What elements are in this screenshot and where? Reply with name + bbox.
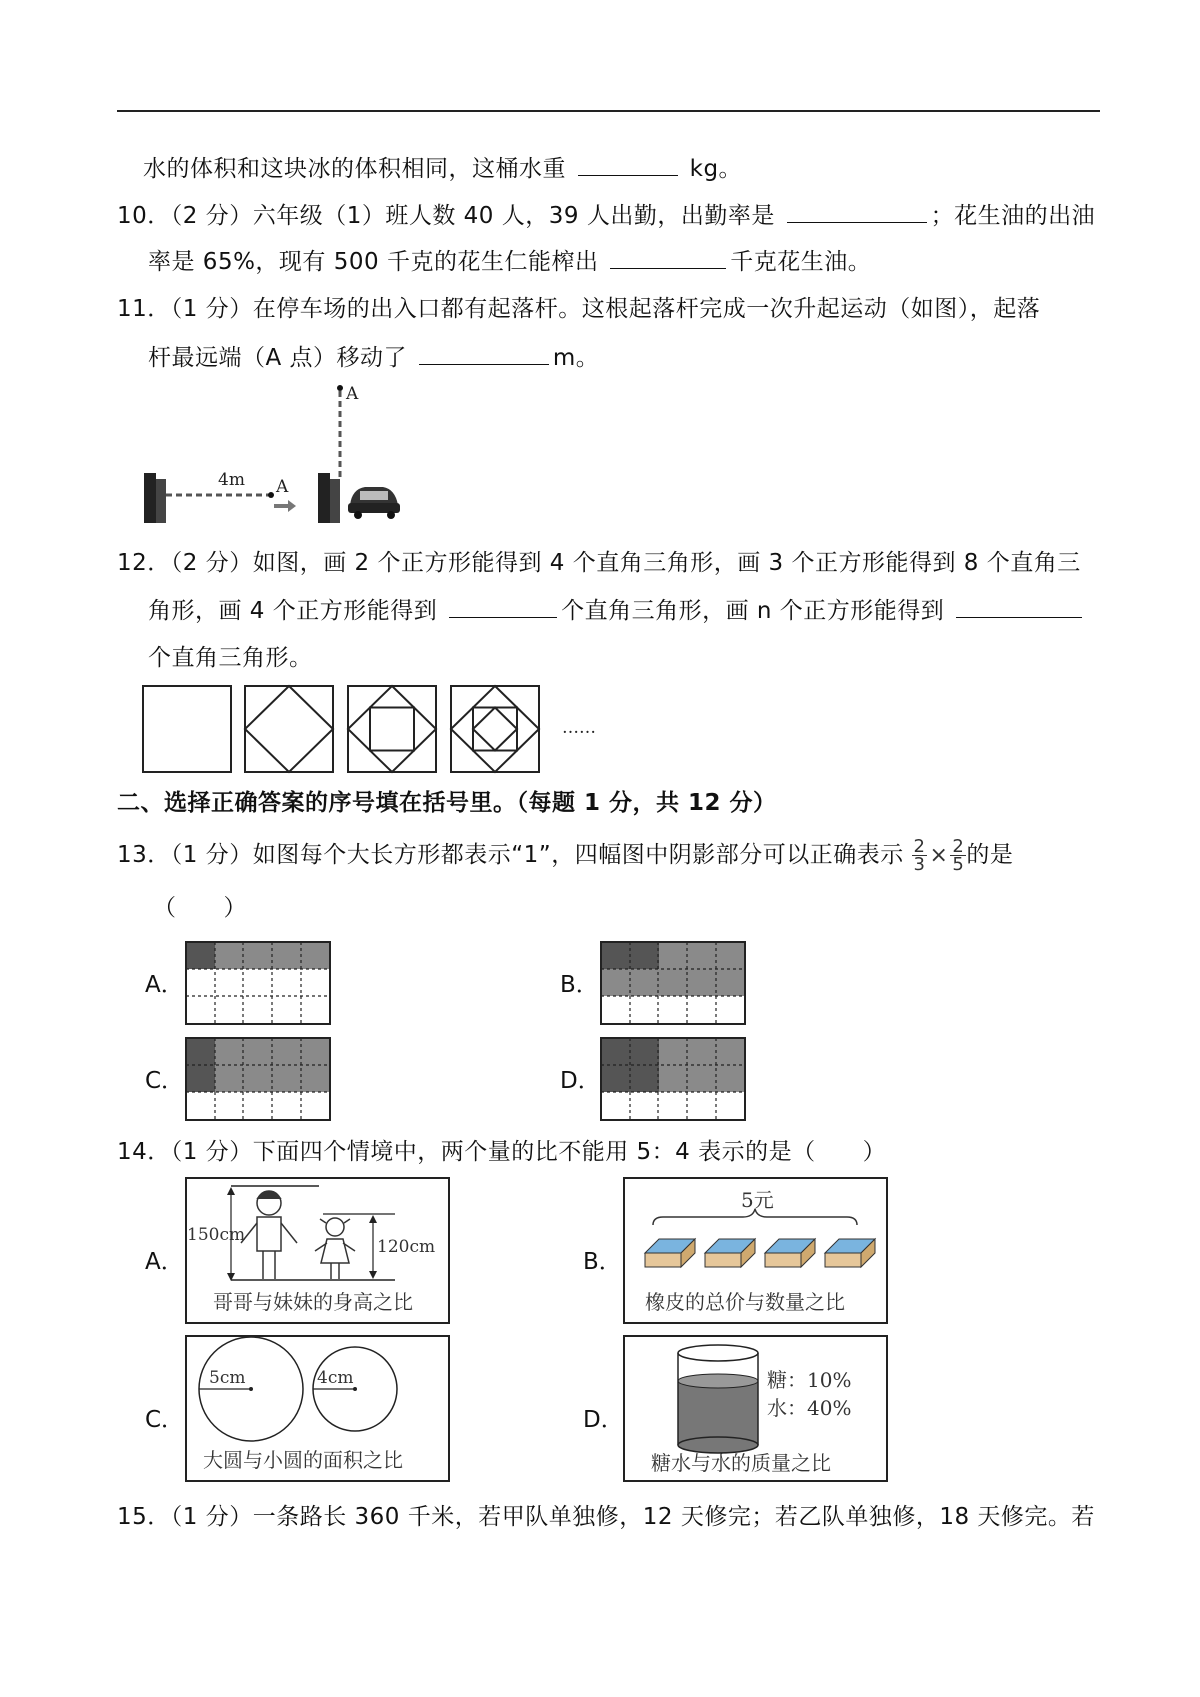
water-percent: 水：40% — [767, 1396, 852, 1420]
square-stage-1 — [143, 686, 231, 772]
q10-blank-1[interactable] — [787, 200, 927, 223]
q14-b-caption: 橡皮的总价与数量之比 — [645, 1290, 845, 1314]
q12-text: （2 分）如图，画 2 个正方形能得到 4 个直角三角形，画 3 个正方形能得到 8 个直角三 — [170, 550, 1081, 576]
frac2-num: 2 — [952, 836, 965, 857]
q11-answer-blank[interactable] — [419, 342, 549, 365]
q14-number: 14． — [117, 1139, 171, 1165]
sugar-percent: 糖：10% — [767, 1368, 852, 1392]
square-stage-2 — [245, 686, 333, 772]
q13-grid-a[interactable] — [185, 941, 331, 1025]
point-a-label: A — [276, 477, 289, 497]
q10-blank-2[interactable] — [610, 246, 726, 269]
q13-grid-b[interactable] — [600, 941, 746, 1025]
q11-text-b: 杆最远端（A 点）移动了 — [148, 345, 408, 371]
q14-option-c[interactable]: C． — [145, 1407, 185, 1433]
q14-line1 — [117, 1137, 886, 1167]
right-gate-post — [318, 473, 330, 523]
point-a-label-top: A — [346, 384, 359, 404]
left-gate-post — [144, 473, 156, 523]
q14-option-b[interactable]: B． — [583, 1249, 622, 1275]
q15-number: 15． — [117, 1504, 171, 1530]
q14-d-caption: 糖水与水的质量之比 — [651, 1451, 831, 1475]
fraction-2-5 — [950, 838, 966, 873]
q13-option-b[interactable]: B． — [560, 972, 599, 998]
car-icon — [348, 487, 400, 519]
point-a-end — [337, 385, 343, 391]
q14-option-d[interactable]: D． — [583, 1407, 624, 1433]
q13-option-a[interactable]: A． — [145, 972, 184, 998]
times-sign: × — [929, 842, 949, 868]
q12-line2 — [148, 595, 1086, 626]
arrow-icon — [288, 500, 296, 512]
frac1-den: 3 — [913, 854, 926, 875]
q12-text-c: 个直角三角形，画 n 个正方形能得到 — [561, 598, 945, 624]
large-radius-label: 5cm — [209, 1368, 246, 1388]
length-label: 4m — [218, 470, 245, 490]
right-gate-box — [330, 479, 340, 523]
q10-line2 — [148, 246, 871, 277]
q13-number: 13． — [117, 842, 171, 868]
left-gate-box — [156, 479, 166, 523]
q12-blank-1[interactable] — [449, 595, 557, 618]
q12-text-d: 个直角三角形。 — [148, 645, 313, 671]
q12-ellipsis: …… — [562, 718, 596, 738]
q14-picture-c[interactable] — [185, 1335, 450, 1482]
q13-text-end: 的是 — [966, 842, 1014, 868]
q14-picture-a[interactable] — [185, 1177, 450, 1324]
q11-unit: m。 — [552, 345, 600, 371]
q14-c-caption: 大圆与小圆的面积之比 — [203, 1448, 403, 1472]
q10-text-b: ；花生油的出油 — [930, 203, 1096, 229]
q15-line1 — [117, 1502, 1095, 1532]
q14-picture-b[interactable] — [623, 1177, 888, 1324]
q14-picture-d[interactable] — [623, 1335, 888, 1482]
q12-line1 — [117, 548, 1081, 578]
q14-text: （1 分）下面四个情境中，两个量的比不能用 5：4 表示的是（ ） — [170, 1139, 887, 1165]
q12-text-b: 角形，画 4 个正方形能得到 — [148, 598, 438, 624]
q10-line1 — [117, 200, 1095, 231]
q11-text: （1 分）在停车场的出入口都有起落杆。这根起落杆完成一次升起运动（如图），起落 — [170, 296, 1041, 322]
q9-unit: kg。 — [689, 156, 743, 182]
frac1-num: 2 — [913, 836, 926, 857]
q13-text: （1 分）如图每个大长方形都表示“1”，四幅图中阴影部分可以正确表示 — [170, 842, 904, 868]
square-stage-3 — [348, 686, 436, 772]
q14-a-caption: 哥哥与妹妹的身高之比 — [213, 1290, 413, 1314]
square-stage-4 — [451, 686, 539, 772]
section-2-title: 二、选择正确答案的序号填在括号里。（每题 1 分，共 12 分） — [117, 790, 777, 816]
q11-number: 11． — [117, 296, 171, 322]
q13-answer-paren[interactable]: （ ） — [153, 895, 247, 921]
q9-text: 水的体积和这块冰的体积相同，这桶水重 — [143, 156, 566, 182]
q15-text: （1 分）一条路长 360 千米，若甲队单独修，12 天修完；若乙队单独修，18 天修完。若 — [170, 1504, 1095, 1530]
q11-line2 — [148, 342, 599, 373]
q11-barrier-figure — [140, 385, 400, 535]
point-a-start — [268, 492, 274, 498]
q12-number: 12． — [117, 550, 171, 576]
q10-text-a: （2 分）六年级（1）班人数 40 人，39 人出勤，出勤率是 — [170, 203, 775, 229]
q14-option-a[interactable]: A． — [145, 1249, 184, 1275]
height-2-label: 120cm — [377, 1237, 436, 1257]
q10-number: 10． — [117, 203, 171, 229]
q13-option-d[interactable]: D． — [560, 1068, 601, 1094]
total-price-label: 5元 — [741, 1188, 774, 1212]
q9-answer-blank[interactable] — [578, 153, 678, 176]
small-radius-label: 4cm — [317, 1368, 354, 1388]
q13-line1 — [117, 838, 1013, 873]
q13-grid-d[interactable] — [600, 1037, 746, 1121]
q10-text-c: 率是 65%，现有 500 千克的花生仁能榨出 — [148, 249, 599, 275]
frac2-den: 5 — [952, 854, 965, 875]
q10-text-d: 千克花生油。 — [730, 249, 872, 275]
q12-line3 — [148, 643, 313, 673]
q12-blank-2[interactable] — [956, 595, 1082, 618]
q9-continuation — [143, 153, 742, 184]
height-1-label: 150cm — [187, 1225, 246, 1245]
q13-grid-c[interactable] — [185, 1037, 331, 1121]
q11-line1 — [117, 294, 1040, 324]
fraction-2-3 — [912, 838, 928, 873]
header-rule — [117, 110, 1100, 112]
q13-option-c[interactable]: C． — [145, 1068, 185, 1094]
q12-squares-figure — [140, 683, 620, 775]
